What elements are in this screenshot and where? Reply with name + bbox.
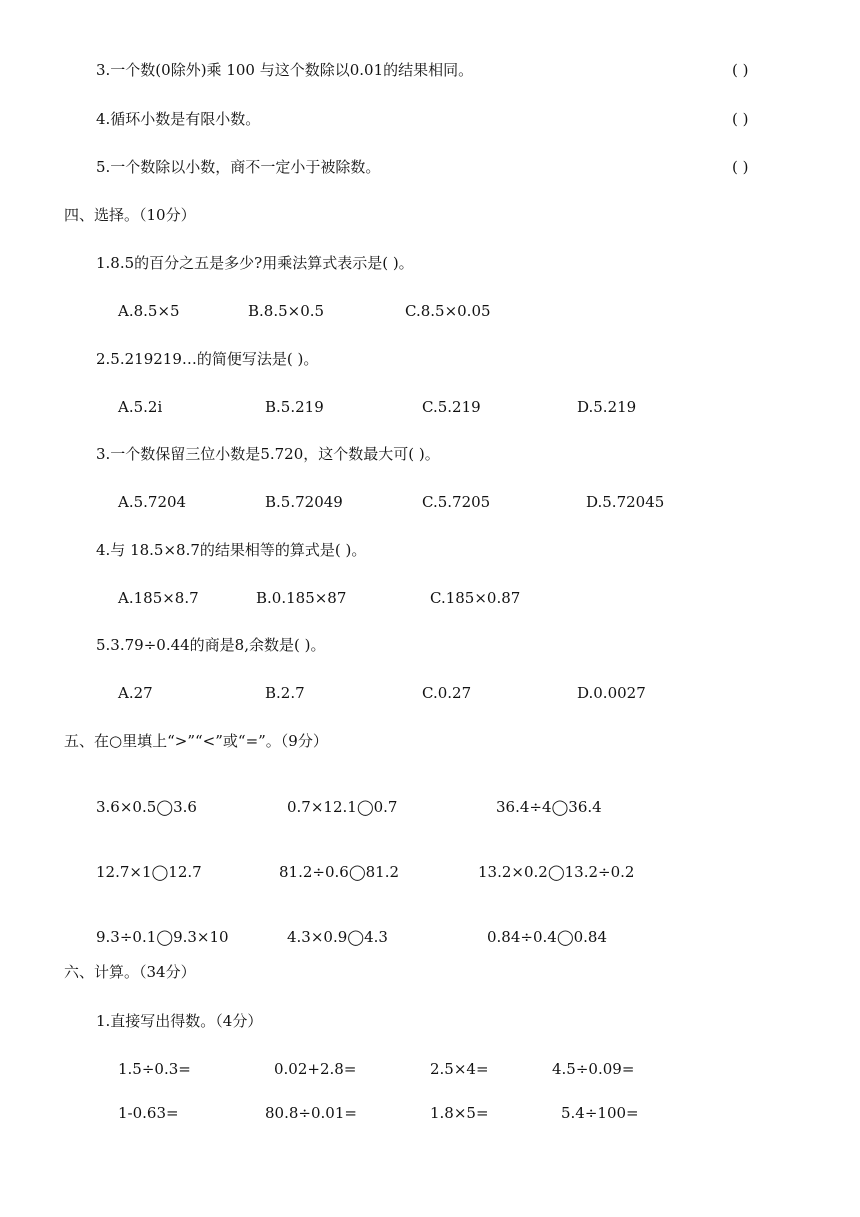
calc-item[interactable]: 0.02+2.8= [274,1060,357,1078]
question: 3.一个数保留三位小数是5.720，这个数最大可( )。 [96,445,440,463]
question: 5.3.79÷0.44的商是8,余数是( )。 [96,636,326,654]
judgement-item-4: 4.循环小数是有限小数。 [96,110,261,128]
option[interactable]: B.8.5×0.5 [248,302,325,320]
option[interactable]: C.5.7205 [422,493,491,511]
option[interactable]: A.5.2i [118,398,163,416]
section-title: 六、计算。（34分） [64,963,196,981]
compare-expression[interactable]: 9.3÷0.1◯9.3×10 [96,928,229,946]
compare-expression[interactable]: 4.3×0.9◯4.3 [287,928,388,946]
option[interactable]: B.2.7 [265,684,305,702]
question: 4.与 18.5×8.7的结果相等的算式是( )。 [96,541,367,559]
option[interactable]: A.5.7204 [118,493,187,511]
subsection-title: 1.直接写出得数。（4分） [96,1012,263,1030]
answer-paren[interactable]: ( ) [732,61,749,79]
compare-expression[interactable]: 0.84÷0.4◯0.84 [487,928,608,946]
calc-item[interactable]: 1.5÷0.3= [118,1060,191,1078]
option[interactable]: C.8.5×0.05 [405,302,491,320]
calc-item[interactable]: 1.8×5= [430,1104,489,1122]
option[interactable]: B.5.219 [265,398,324,416]
calc-item[interactable]: 1-0.63= [118,1104,179,1122]
answer-paren[interactable]: ( ) [732,110,749,128]
option[interactable]: D.5.72045 [586,493,665,511]
section-title: 四、选择。（10分） [64,206,196,224]
option[interactable]: C.185×0.87 [430,589,521,607]
compare-expression[interactable]: 12.7×1◯12.7 [96,863,202,881]
option[interactable]: A.185×8.7 [118,589,199,607]
calc-item[interactable]: 80.8÷0.01= [265,1104,357,1122]
option[interactable]: C.5.219 [422,398,481,416]
answer-paren[interactable]: ( ) [732,158,749,176]
option[interactable]: D.0.0027 [577,684,646,702]
compare-expression[interactable]: 13.2×0.2◯13.2÷0.2 [478,863,635,881]
compare-expression[interactable]: 3.6×0.5◯3.6 [96,798,197,816]
compare-expression[interactable]: 0.7×12.1◯0.7 [287,798,398,816]
option[interactable]: A.8.5×5 [118,302,180,320]
option[interactable]: C.0.27 [422,684,472,702]
calc-item[interactable]: 5.4÷100= [561,1104,639,1122]
option[interactable]: A.27 [118,684,153,702]
question: 2.5.219219…的简便写法是( )。 [96,350,319,368]
calc-item[interactable]: 4.5÷0.09= [552,1060,635,1078]
option[interactable]: B.5.72049 [265,493,343,511]
option[interactable]: B.0.185×87 [256,589,347,607]
question: 1.8.5的百分之五是多少?用乘法算式表示是( )。 [96,254,414,272]
calc-item[interactable]: 2.5×4= [430,1060,489,1078]
section-title: 五、在○里填上“>”“<”或“=”。（9分） [64,732,328,750]
judgement-item-5: 5.一个数除以小数，商不一定小于被除数。 [96,158,381,176]
judgement-item-3: 3.一个数(0除外)乘 100 与这个数除以0.01的结果相同。 [96,61,474,79]
compare-expression[interactable]: 36.4÷4◯36.4 [496,798,602,816]
option[interactable]: D.5.219 [577,398,637,416]
compare-expression[interactable]: 81.2÷0.6◯81.2 [279,863,400,881]
